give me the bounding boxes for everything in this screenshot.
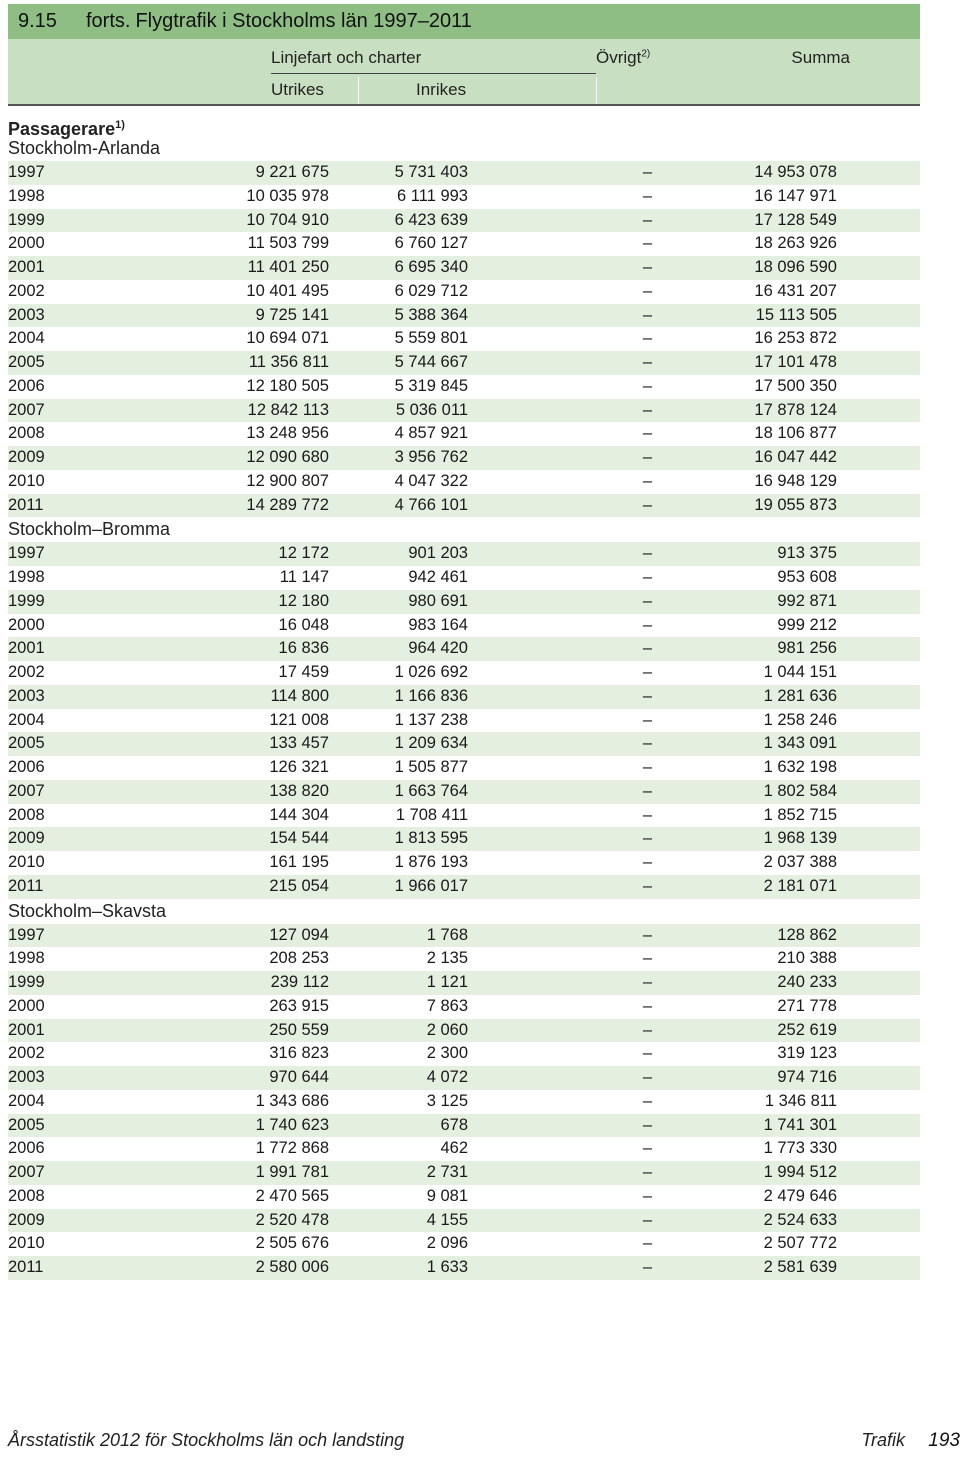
year-cell: 2000	[8, 615, 45, 634]
table-header	[8, 39, 920, 106]
utrikes-cell: 208 253	[269, 949, 329, 968]
year-cell: 2002	[8, 663, 45, 681]
table-row	[8, 590, 920, 614]
inrikes-cell: 5 731 403	[394, 163, 468, 181]
table-row	[8, 399, 920, 423]
summa-cell: 974 716	[777, 1068, 837, 1086]
inrikes-cell: 2 060	[426, 1020, 468, 1039]
summa-cell: 1 773 330	[763, 1139, 837, 1158]
summa-cell: 999 212	[777, 615, 837, 634]
year-cell: 2003	[8, 1068, 45, 1086]
inrikes-cell: 983 164	[408, 615, 468, 634]
year-cell: 2006	[8, 1139, 45, 1158]
summa-cell: 18 263 926	[754, 234, 837, 253]
year-cell: 2001	[8, 1020, 45, 1039]
inrikes-cell: 1 633	[426, 1258, 468, 1276]
ovrigt-cell: –	[642, 305, 652, 324]
inrikes-cell: 6 695 340	[394, 258, 468, 276]
inrikes-cell: 2 731	[426, 1163, 468, 1181]
table-row	[8, 756, 920, 780]
utrikes-cell: 12 180 505	[246, 376, 329, 395]
ovrigt-cell: –	[642, 686, 652, 705]
ovrigt-cell: –	[642, 329, 652, 348]
summa-cell: 953 608	[777, 568, 837, 586]
utrikes-cell: 11 401 250	[247, 258, 329, 276]
table-row	[8, 304, 920, 328]
summa-cell: 1 346 811	[764, 1091, 837, 1110]
year-cell: 2008	[8, 424, 45, 443]
year-cell: 2009	[8, 448, 45, 466]
inrikes-cell: 3 956 762	[394, 448, 468, 466]
table-row	[8, 827, 920, 851]
year-cell: 2010	[8, 853, 45, 871]
inrikes-cell: 2 096	[426, 1234, 468, 1253]
summa-cell: 16 948 129	[754, 471, 837, 490]
table-row	[8, 209, 920, 233]
utrikes-cell: 215 054	[269, 876, 329, 895]
ovrigt-cell: –	[642, 281, 652, 300]
utrikes-cell: 2 470 565	[255, 1186, 329, 1205]
summa-cell: 15 113 505	[755, 305, 837, 324]
inrikes-cell: 2 300	[426, 1044, 468, 1063]
ovrigt-cell: –	[642, 495, 652, 514]
ovrigt-cell: –	[642, 1163, 652, 1181]
summa-cell: 2 524 633	[763, 1210, 837, 1229]
table-row	[8, 422, 920, 446]
utrikes-cell: 13 248 956	[246, 424, 329, 443]
table-row	[8, 542, 920, 566]
inrikes-cell: 1 708 411	[395, 805, 468, 824]
year-cell: 2009	[8, 829, 45, 848]
ovrigt-cell: –	[642, 1020, 652, 1039]
summa-cell: 2 037 388	[763, 853, 837, 871]
summa-cell: 2 581 639	[763, 1258, 837, 1276]
year-cell: 2002	[8, 1044, 45, 1063]
table-row	[8, 661, 920, 685]
utrikes-cell: 114 800	[270, 686, 329, 705]
utrikes-cell: 9 725 141	[255, 305, 329, 324]
inrikes-cell: 4 155	[426, 1210, 468, 1229]
ovrigt-cell: –	[642, 996, 652, 1015]
inrikes-cell: 5 744 667	[394, 353, 468, 371]
utrikes-cell: 250 559	[269, 1020, 329, 1039]
table-row	[8, 851, 920, 875]
utrikes-cell: 17 459	[278, 663, 329, 681]
page-number: 193	[928, 1430, 960, 1451]
table-row	[8, 1019, 920, 1043]
inrikes-cell: 964 420	[408, 639, 468, 658]
summa-cell: 18 106 877	[754, 424, 837, 443]
inrikes-cell: 1 166 836	[394, 686, 468, 705]
year-cell: 2011	[8, 1258, 44, 1276]
ovrigt-cell: –	[642, 163, 652, 181]
ovrigt-cell: –	[642, 973, 652, 991]
ovrigt-cell: –	[642, 781, 652, 800]
ovrigt-cell: –	[642, 734, 652, 753]
year-cell: 2011	[8, 876, 44, 895]
table-title	[8, 4, 920, 39]
utrikes-cell: 1 772 868	[255, 1139, 329, 1158]
inrikes-cell: 1 026 692	[394, 663, 468, 681]
year-cell: 1997	[8, 925, 45, 944]
table-row	[8, 446, 920, 470]
table-row	[8, 1066, 920, 1090]
inrikes-cell: 4 047 322	[394, 471, 468, 490]
utrikes-cell: 12 180	[278, 591, 329, 610]
table-row	[8, 924, 920, 948]
table-row	[8, 327, 920, 351]
section-label: Stockholm–Skavsta	[8, 900, 167, 921]
utrikes-cell: 121 008	[269, 710, 329, 729]
inrikes-cell: 1 121	[426, 973, 468, 991]
ovrigt-cell: –	[642, 591, 652, 610]
ovrigt-cell: –	[642, 258, 652, 276]
table-number: 9.15	[18, 10, 57, 32]
ovrigt-cell: –	[642, 1115, 652, 1134]
ovrigt-cell: –	[642, 568, 652, 586]
summa-cell: 1 741 301	[763, 1115, 837, 1134]
inrikes-cell: 6 760 127	[394, 234, 468, 253]
utrikes-cell: 2 580 006	[255, 1258, 329, 1276]
year-cell: 2011	[8, 495, 44, 514]
ovrigt-cell: –	[642, 1139, 652, 1158]
table-row	[8, 1209, 920, 1233]
utrikes-cell: 12 090 680	[246, 448, 329, 466]
footer-publication: Årsstatistik 2012 för Stockholms län och landsting	[8, 1430, 405, 1450]
year-cell: 2004	[8, 710, 45, 729]
year-cell: 2008	[8, 1186, 45, 1205]
table-row	[8, 732, 920, 756]
summa-cell: 913 375	[777, 544, 837, 563]
ovrigt-cell: –	[642, 1068, 652, 1086]
continued-label: forts.	[86, 10, 131, 32]
table-row	[8, 614, 920, 638]
ovrigt-cell: –	[642, 353, 652, 371]
utrikes-cell: 263 915	[269, 996, 329, 1015]
year-cell: 2006	[8, 758, 45, 776]
utrikes-cell: 126 321	[269, 758, 329, 776]
summa-cell: 17 128 549	[754, 210, 837, 229]
summa-cell: 128 862	[777, 925, 837, 944]
summa-cell: 252 619	[777, 1020, 837, 1039]
table-row	[8, 256, 920, 280]
inrikes-cell: 980 691	[408, 591, 468, 610]
utrikes-cell: 133 457	[269, 734, 329, 753]
ovrigt-cell: –	[642, 1210, 652, 1229]
utrikes-cell: 138 820	[269, 781, 329, 800]
inrikes-cell: 901 203	[408, 544, 468, 563]
passagerare-label	[8, 114, 920, 139]
year-cell: 2005	[8, 353, 45, 371]
header-summa: Summa	[791, 48, 850, 67]
utrikes-cell: 127 094	[269, 925, 329, 944]
year-cell: 2003	[8, 686, 45, 705]
year-cell: 2001	[8, 258, 45, 276]
ovrigt-cell: –	[642, 663, 652, 681]
footer-section: Trafik	[861, 1430, 905, 1450]
summa-cell: 1 044 151	[763, 663, 837, 681]
year-cell: 2008	[8, 805, 45, 824]
inrikes-cell: 6 423 639	[394, 210, 468, 229]
table-row	[8, 995, 920, 1019]
ovrigt-cell: –	[642, 400, 652, 419]
table-row	[8, 947, 920, 971]
summa-cell: 1 258 246	[763, 710, 837, 729]
utrikes-cell: 12 842 113	[247, 400, 329, 419]
inrikes-cell: 2 135	[426, 949, 468, 968]
ovrigt-cell: –	[642, 1044, 652, 1063]
passagerare-text: Passagerare	[8, 119, 116, 139]
year-cell: 2006	[8, 376, 45, 395]
utrikes-cell: 9 221 675	[255, 163, 329, 181]
summa-cell: 981 256	[777, 639, 837, 658]
year-cell: 2000	[8, 234, 45, 253]
header-inrikes: Inrikes	[416, 80, 467, 99]
year-cell: 1998	[8, 949, 45, 968]
ovrigt-cell: –	[642, 925, 652, 944]
year-cell: 1997	[8, 163, 45, 181]
table-row	[8, 1185, 920, 1209]
year-cell: 2005	[8, 734, 45, 753]
ovrigt-cell: –	[642, 639, 652, 658]
utrikes-cell: 154 544	[269, 829, 329, 848]
table-row	[8, 1042, 920, 1066]
ovrigt-cell: –	[642, 448, 652, 466]
year-cell: 1997	[8, 544, 45, 563]
year-cell: 2001	[8, 639, 45, 658]
inrikes-cell: 1 209 634	[394, 734, 468, 753]
utrikes-cell: 11 356 811	[248, 353, 329, 371]
utrikes-cell: 14 289 772	[246, 495, 329, 514]
year-cell: 2003	[8, 305, 45, 324]
inrikes-cell: 5 388 364	[394, 305, 468, 324]
summa-cell: 1 632 198	[763, 758, 837, 776]
year-cell: 1999	[8, 210, 45, 229]
summa-cell: 240 233	[777, 973, 837, 991]
inrikes-cell: 678	[440, 1115, 468, 1134]
table-row	[8, 804, 920, 828]
inrikes-cell: 4 072	[426, 1068, 468, 1086]
data-table	[8, 114, 920, 1280]
table-row	[8, 494, 920, 518]
table-row	[8, 1114, 920, 1138]
utrikes-cell: 239 112	[270, 973, 329, 991]
ovrigt-cell: –	[642, 1091, 652, 1110]
table-row	[8, 375, 920, 399]
table-row	[8, 232, 920, 256]
year-cell: 2007	[8, 400, 45, 419]
summa-cell: 16 253 872	[754, 329, 837, 348]
table-row	[8, 685, 920, 709]
summa-cell: 17 101 478	[754, 353, 837, 371]
summa-cell: 210 388	[777, 949, 837, 968]
utrikes-cell: 12 900 807	[246, 471, 329, 490]
inrikes-cell: 7 863	[426, 996, 468, 1015]
inrikes-cell: 4 857 921	[394, 424, 468, 443]
ovrigt-cell: –	[642, 615, 652, 634]
header-divider	[358, 77, 359, 104]
utrikes-cell: 10 704 910	[246, 210, 329, 229]
ovrigt-cell: –	[642, 829, 652, 848]
header-ovrigt-label: Övrigt	[596, 48, 642, 67]
year-cell: 2010	[8, 471, 45, 490]
utrikes-cell: 10 401 495	[246, 281, 329, 300]
utrikes-cell: 316 823	[269, 1044, 329, 1063]
footnote-marker: 2)	[641, 48, 651, 60]
ovrigt-cell: –	[642, 805, 652, 824]
utrikes-cell: 11 503 799	[247, 234, 329, 253]
utrikes-cell: 12 172	[278, 544, 329, 563]
summa-cell: 16 047 442	[754, 448, 837, 466]
table-row	[8, 566, 920, 590]
year-cell: 1999	[8, 591, 45, 610]
section-label: Stockholm–Bromma	[8, 519, 171, 540]
utrikes-cell: 2 505 676	[255, 1234, 329, 1253]
year-cell: 2005	[8, 1115, 45, 1134]
ovrigt-cell: –	[642, 544, 652, 563]
year-cell: 2004	[8, 329, 45, 348]
utrikes-cell: 161 195	[269, 853, 329, 871]
table-row	[8, 780, 920, 804]
inrikes-cell: 1 966 017	[394, 876, 468, 895]
summa-cell: 1 968 139	[763, 829, 837, 848]
inrikes-cell: 5 559 801	[394, 329, 468, 348]
header-linjefart: Linjefart och charter	[271, 48, 422, 67]
summa-cell: 16 431 207	[754, 281, 837, 300]
utrikes-cell: 1 343 686	[255, 1091, 329, 1110]
table-row	[8, 1232, 920, 1256]
year-cell: 2009	[8, 1210, 45, 1229]
year-cell: 2004	[8, 1091, 45, 1110]
inrikes-cell: 1 663 764	[394, 781, 468, 800]
summa-cell: 16 147 971	[754, 186, 837, 205]
utrikes-cell: 10 035 978	[246, 186, 329, 205]
table-row	[8, 185, 920, 209]
inrikes-cell: 5 036 011	[395, 400, 468, 419]
ovrigt-cell: –	[642, 1234, 652, 1253]
ovrigt-cell: –	[642, 424, 652, 443]
year-cell: 1998	[8, 568, 45, 586]
table-row	[8, 971, 920, 995]
ovrigt-cell: –	[642, 210, 652, 229]
table-row	[8, 470, 920, 494]
ovrigt-cell: –	[642, 853, 652, 871]
section-label: Stockholm-Arlanda	[8, 138, 161, 158]
summa-cell: 1 994 512	[763, 1163, 837, 1181]
table-row	[8, 709, 920, 733]
utrikes-cell: 1 991 781	[255, 1163, 329, 1181]
summa-cell: 271 778	[777, 996, 837, 1015]
footnote-marker: 1)	[115, 119, 125, 131]
table-row	[8, 280, 920, 304]
summa-cell: 1 281 636	[763, 686, 837, 705]
inrikes-cell: 9 081	[426, 1186, 468, 1205]
utrikes-cell: 16 048	[278, 615, 329, 634]
header-ovrigt	[596, 48, 650, 68]
table-row	[8, 1137, 920, 1161]
table-row	[8, 351, 920, 375]
summa-cell: 2 479 646	[763, 1186, 837, 1205]
summa-cell: 1 802 584	[763, 781, 837, 800]
header-utrikes: Utrikes	[271, 80, 324, 99]
table-row	[8, 1090, 920, 1114]
summa-cell: 992 871	[777, 591, 837, 610]
header-group-rule	[271, 73, 596, 74]
header-divider	[596, 77, 597, 104]
inrikes-cell: 1 813 595	[394, 829, 468, 848]
table-row	[8, 161, 920, 185]
utrikes-cell: 2 520 478	[255, 1210, 329, 1229]
year-cell: 2007	[8, 781, 45, 800]
year-cell: 1998	[8, 186, 45, 205]
inrikes-cell: 1 137 238	[394, 710, 468, 729]
inrikes-cell: 942 461	[408, 568, 468, 586]
inrikes-cell: 1 876 193	[394, 853, 468, 871]
utrikes-cell: 11 147	[279, 568, 329, 586]
summa-cell: 14 953 078	[754, 163, 837, 181]
summa-cell: 18 096 590	[754, 258, 837, 276]
ovrigt-cell: –	[642, 234, 652, 253]
ovrigt-cell: –	[642, 471, 652, 490]
inrikes-cell: 4 766 101	[394, 495, 468, 514]
summa-cell: 17 500 350	[754, 376, 837, 395]
ovrigt-cell: –	[642, 876, 652, 895]
table-row	[8, 1256, 920, 1280]
utrikes-cell: 1 740 623	[255, 1115, 329, 1134]
summa-cell: 319 123	[777, 1044, 837, 1063]
ovrigt-cell: –	[642, 1186, 652, 1205]
inrikes-cell: 5 319 845	[394, 376, 468, 395]
inrikes-cell: 6 111 993	[397, 186, 468, 205]
year-cell: 2002	[8, 281, 45, 300]
inrikes-cell: 1 768	[426, 925, 468, 944]
ovrigt-cell: –	[642, 949, 652, 968]
ovrigt-cell: –	[642, 1258, 652, 1276]
year-cell: 2010	[8, 1234, 45, 1253]
year-cell: 2000	[8, 996, 45, 1015]
inrikes-cell: 1 505 877	[394, 758, 468, 776]
utrikes-cell: 144 304	[269, 805, 329, 824]
table-row	[8, 637, 920, 661]
ovrigt-cell: –	[642, 186, 652, 205]
utrikes-cell: 10 694 071	[246, 329, 329, 348]
summa-cell: 2 181 071	[763, 876, 837, 895]
table-title-text: Flygtrafik i Stockholms län 1997–2011	[135, 10, 472, 32]
ovrigt-cell: –	[642, 710, 652, 729]
summa-cell: 2 507 772	[763, 1234, 837, 1253]
table-row	[8, 875, 920, 899]
page-footer	[8, 1430, 960, 1456]
ovrigt-cell: –	[642, 376, 652, 395]
inrikes-cell: 3 125	[426, 1091, 468, 1110]
ovrigt-cell: –	[642, 758, 652, 776]
table-row	[8, 1161, 920, 1185]
inrikes-cell: 462	[440, 1139, 468, 1158]
summa-cell: 19 055 873	[754, 495, 837, 514]
year-cell: 2007	[8, 1163, 45, 1181]
utrikes-cell: 16 836	[278, 639, 329, 658]
summa-cell: 1 343 091	[763, 734, 837, 753]
inrikes-cell: 6 029 712	[394, 281, 468, 300]
utrikes-cell: 970 644	[269, 1068, 329, 1086]
summa-cell: 17 878 124	[754, 400, 837, 419]
year-cell: 1999	[8, 973, 45, 991]
summa-cell: 1 852 715	[763, 805, 837, 824]
